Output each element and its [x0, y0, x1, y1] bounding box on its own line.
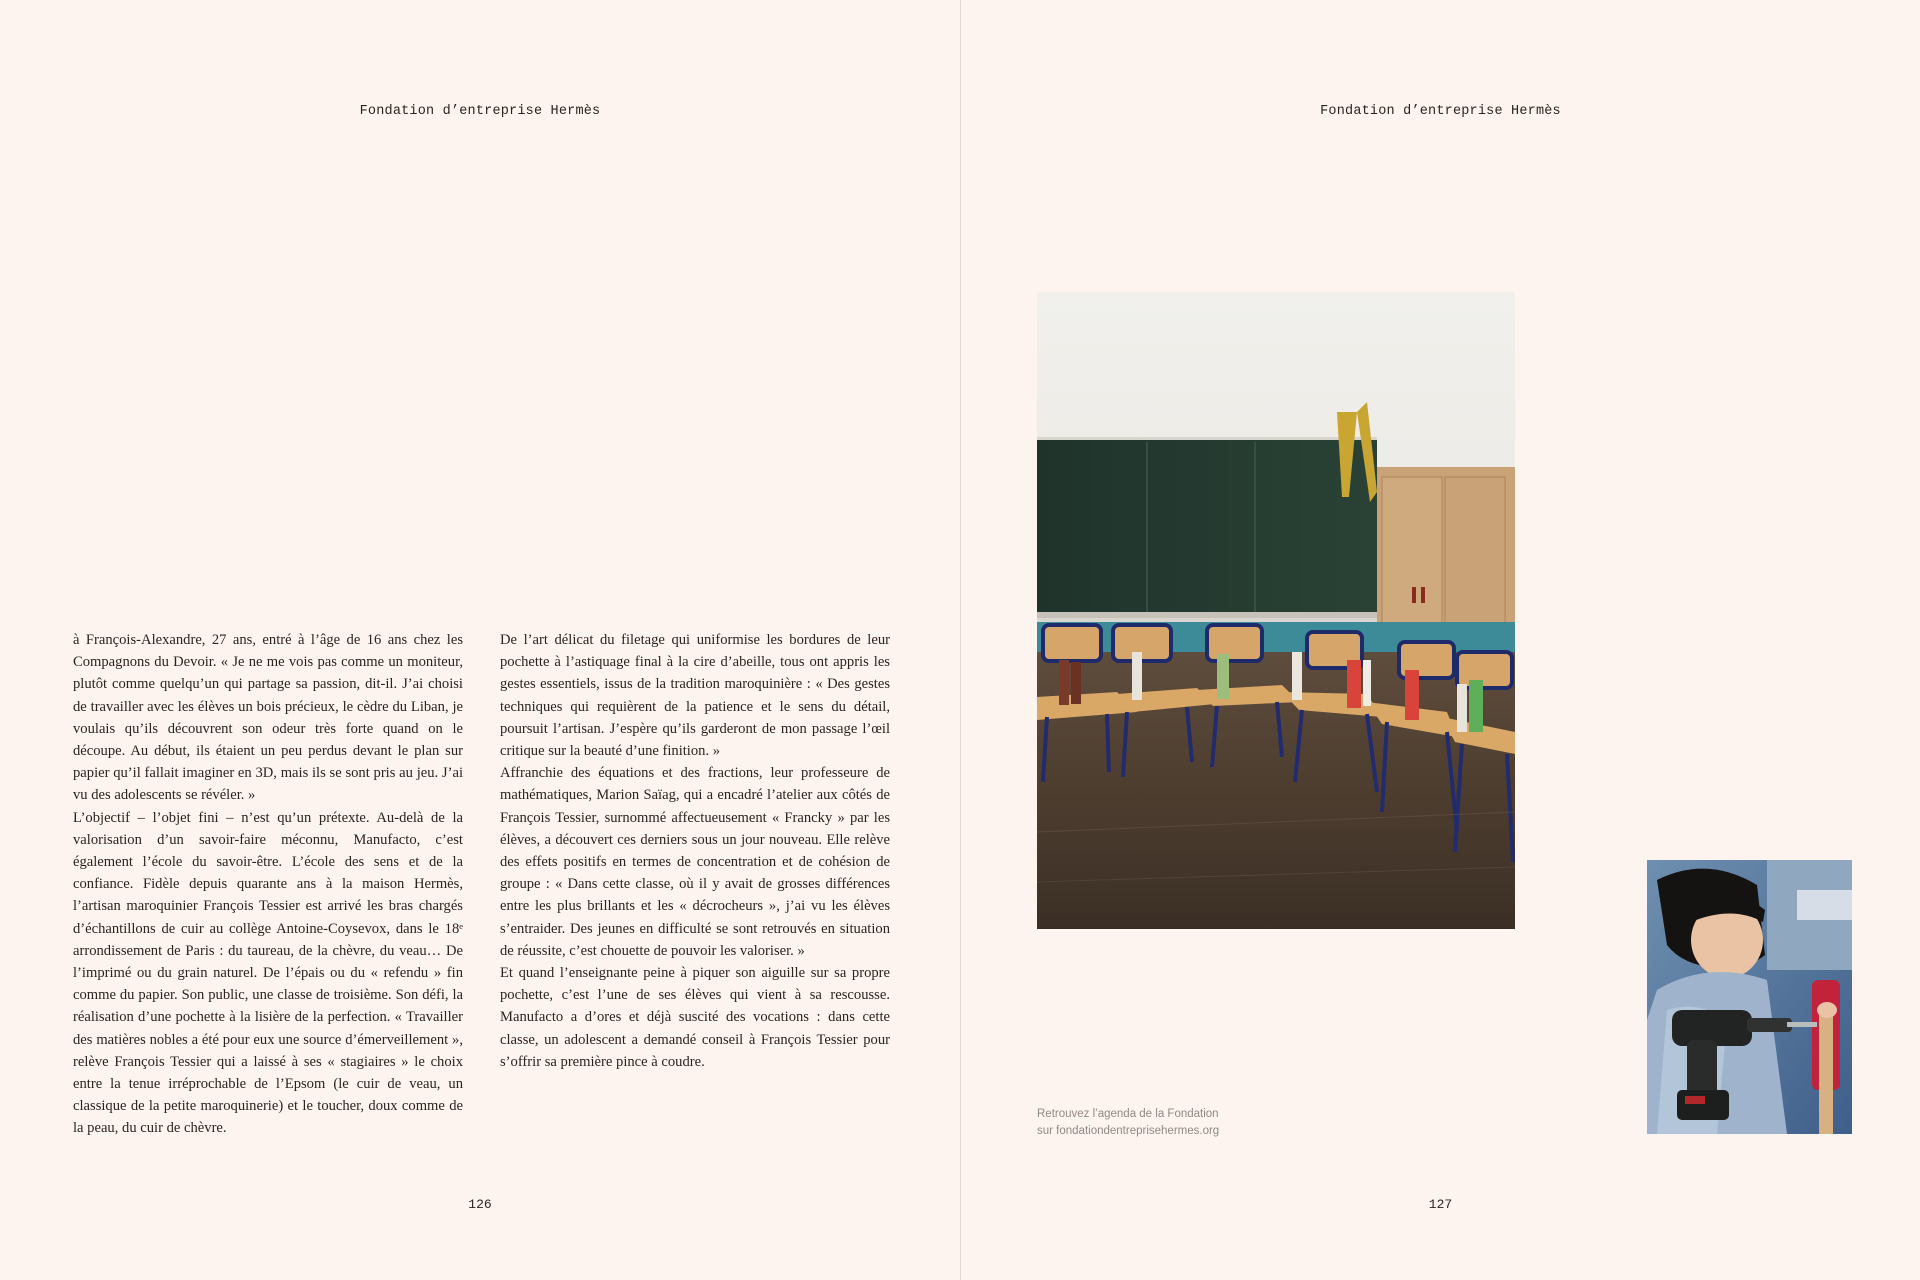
page-number: 127 [1428, 1197, 1453, 1212]
paragraph: à François-Alexandre, 27 ans, entré à l’âge de 16 ans chez les Compagnons du Devoir. « Je ne me vois pas comme un moniteur, plutôt comme quelqu’un qui partage sa passion, dit-il. J’ai choisi de travailler avec les élèves un bois précieux, le cèdre du Liban, je voulais qu’ils découvrent son odeur très forte quand on le découpe. Au début, ils étaient un peu perdus devant le plan sur papier qu’il fallait imaginer en 3D, mais ils se sont pris au jeu. J’ai vu des adolescents se révéler. » [73, 632, 463, 804]
girl-drill-illustration [1647, 860, 1852, 1134]
caption [1037, 1106, 1357, 1140]
caption-link[interactable]: sur fondationdentreprisehermes.org [1037, 1125, 1220, 1137]
running-header: Fondation d’entreprise Hermès [1320, 104, 1561, 119]
girl-drill-photo [1647, 860, 1852, 1134]
classroom-illustration [1037, 292, 1515, 929]
running-header: Fondation d’entreprise Hermès [359, 104, 601, 119]
right-page [961, 0, 1920, 1280]
caption-line: Retrouvez l’agenda de la Fondation [1037, 1108, 1219, 1120]
text-column-left [73, 629, 463, 1140]
paragraph: Et quand l’enseignante peine à piquer son aiguille sur sa propre pochette, c’est l’une de ses élèves qui vient à sa rescousse. Manufacto a d’ores et déjà suscité des vocations : dans cette classe, un adolescent a demandé conseil à François Tessier pour s’offrir sa première pince à coudre. [500, 965, 890, 1070]
page-number: 126 [468, 1197, 492, 1212]
text-column-right [500, 629, 890, 1073]
classroom-photo [1037, 292, 1515, 929]
paragraph: L’objectif – l’objet fini – n’est qu’un prétexte. Au-delà de la valorisation d’un savoir-faire méconnu, Manufacto, c’est également l’école du savoir-être. L’école des sens et de la confiance. Fidèle depuis quarante ans à la maison Hermès, l’artisan maroquinier François Tessier est arrivé les bras chargés d’échantillons de cuir au collège Antoine-Coysevox, dans le 18ᵉ arrondissement de Paris : du taureau, de la chèvre, du veau… De l’imprimé ou du grain naturel. De l’épais ou du « refendu » fin comme du papier. Son public, une classe de troisième. Son défi, la réalisation d’une pochette à la lisière de la perfection. « Travailler des matières nobles a été pour eux une source d’émerveillement », relève François Tessier qui a laissé à ses « stagiaires » le choix entre la tenue irréprochable de l’Epsom (le cuir de veau, un classique de la petite maroquinerie) et le toucher, doux comme de la peau, du cuir de chèvre. [73, 809, 463, 1137]
paragraph: Affranchie des équations et des fractions, leur professeure de mathématiques, Marion Saïag, qui a encadré l’atelier aux côtés de François Tessier, surnommé affectueusement « Francky » par les élèves, a découvert ces derniers sous un jour nouveau. Elle relève des effets positifs en termes de concentration et de cohésion de groupe : « Dans cette classe, où il y avait de grosses différences entre les plus brillants et les « décrocheurs », j’ai vu les élèves s’entraider. Des jeunes en difficulté se sont retrouvés en situation de réussite, c’est chouette de pouvoir les valoriser. » [500, 765, 890, 959]
paragraph: De l’art délicat du filetage qui uniformise les bordures de leur pochette à l’astiquage final à la cire d’abeille, tous ont appris les gestes essentiels, issus de la tradition maroquinière : « Des gestes techniques qui requièrent de la patience et le sens du détail, poursuit l’artisan. J’espère qu’ils garderont de mon passage l’œil critique sur la beauté d’une finition. » [500, 632, 890, 760]
